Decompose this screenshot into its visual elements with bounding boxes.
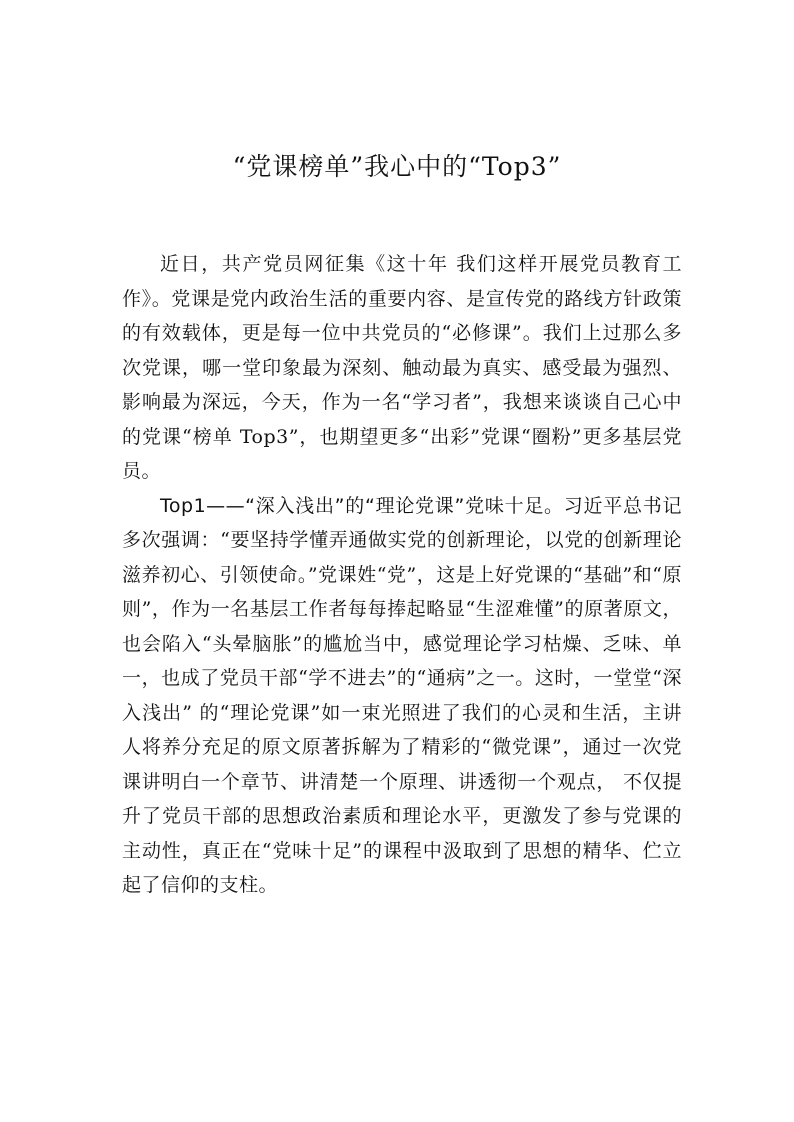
paragraph-text: 习近平总书记多次强调：“要坚持学懂弄通做实党的创新理论，以党的创新理论滋养初心、引领使命。”党课姓“党”，这是上好党课的“基础”和“原则”，作为一名基层工作者每每捧起略显“生涩难懂”的原著原文，也会陷入“头晕脑胀”的尴尬当中，感觉理论学习枯燥、乏味、单一，也成了党员干部“学不进去”的“通病”之一。这时，一堂堂“深入浅出” 的“理论党课”如一束光照进了我们的心灵和生活，主讲人将养分充足的原文原著拆解为了精彩的“微党课”，通过一次党课讲明白一个章节、讲清楚一个原理、讲透彻一个观点， 不仅提升了党员干部的思想政治素质和理论水平，更激发了参与党课的主动性，真正在“党味十足”的课程中汲取到了思想的精华、伫立起了信仰的支柱。 (122, 494, 682, 896)
paragraph-text: 近日，共产党员网征集《这十年 我们这样开展党员教育工作》。党课是党内政治生活的重要内容、是宣传党的路线方针政策的有效载体，更是每一位中共党员的“必修课”。我们上过那么多次党课，哪一堂印象最为深刻、触动最为真实、感受最为强烈、影响最为深远，今天，作为一名“学习者”，我想来谈谈自己心中的党课“榜单 Top3”，也期望更多“出彩”党课“圈粉”更多基层党员。 (122, 253, 682, 482)
paragraph-intro (122, 247, 682, 489)
document-body (122, 247, 682, 903)
document-title: “党课榜单”我心中的“Top3” (232, 152, 562, 181)
paragraph-top1 (122, 489, 682, 903)
paragraph-lead-heading: Top1——“深入浅出”的“理论党课”党味十足。 (160, 494, 564, 517)
